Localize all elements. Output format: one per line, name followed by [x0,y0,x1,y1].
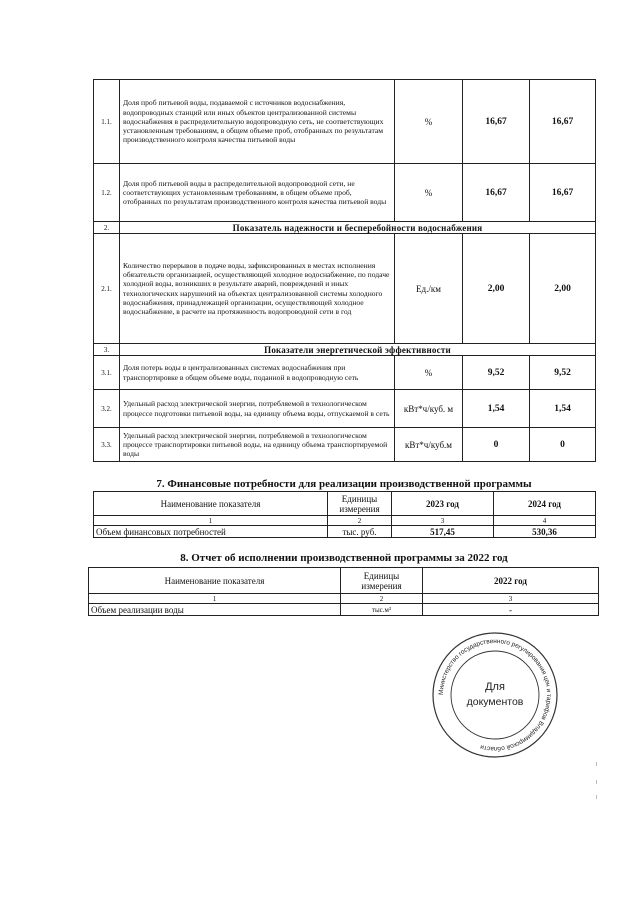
value-2024: 530,36 [494,526,596,538]
row-name: Объем реализации воды [89,604,341,616]
stamp-ring-text: Министерство государственного регулирования цен и тарифов Владимирской области [437,637,553,753]
value-2023: 0 [463,428,530,462]
scan-speck [596,795,597,799]
section-title: Показатели энергетической эффективности [120,344,596,356]
col-name-header: Наименование показателя [89,568,341,594]
value-2023: 517,45 [392,526,494,538]
col-2023-header: 2023 год [392,492,494,516]
indicator-unit: Ед./км [395,234,463,344]
round-stamp [430,630,560,760]
table-row [94,80,596,164]
table-row [94,526,596,538]
value-2024: 9,52 [530,356,596,390]
row-number: 1.1. [94,80,120,164]
indicators-table [93,79,596,462]
value-2023: 16,67 [463,164,530,222]
value-2024: 2,00 [530,234,596,344]
col-index: 1 [94,516,328,526]
table-row [94,428,596,462]
row-number: 3.1. [94,356,120,390]
table-header-row [89,568,599,594]
indicator-unit: % [395,164,463,222]
row-number: 3.2. [94,390,120,428]
row-number: 1.2. [94,164,120,222]
value-2023: 9,52 [463,356,530,390]
indicator-unit: % [395,356,463,390]
section-7-heading: 7. Финансовые потребности для реализации производственной программы [156,478,532,490]
table-index-row [89,594,599,604]
row-number: 3.3. [94,428,120,462]
value-2024: 0 [530,428,596,462]
indicator-description: Доля потерь воды в централизованных системах водоснабжения при транспортировке в общем объеме воды, поданной в водопроводную сеть [120,356,395,390]
value-2023: 16,67 [463,80,530,164]
indicator-description: Удельный расход электрической энергии, потребляемой в технологическом процессе транспортировки питьевой воды, на единицу объема транспортируемой воды [120,428,395,462]
col-index: 2 [328,516,392,526]
value-2023: 2,00 [463,234,530,344]
stamp-center-line-2: документов [466,696,524,708]
indicator-unit: кВт*ч/куб.м [395,428,463,462]
table-row [94,164,596,222]
financial-needs-table [93,491,596,538]
value-2022: - [423,604,599,616]
table-row [89,604,599,616]
row-unit: тыс. руб. [328,526,392,538]
col-2022-header: 2022 год [423,568,599,594]
row-number: 2.1. [94,234,120,344]
value-2024: 16,67 [530,164,596,222]
table-index-row [94,516,596,526]
table-row [94,234,596,344]
col-unit-header: Единицы измерения [328,492,392,516]
col-2024-header: 2024 год [494,492,596,516]
section-row [94,222,596,234]
value-2024: 16,67 [530,80,596,164]
scan-speck [596,780,597,784]
indicator-unit: кВт*ч/куб. м [395,390,463,428]
value-2023: 1,54 [463,390,530,428]
col-index: 4 [494,516,596,526]
stamp-center-line-1: Для [485,681,505,693]
section-number: 2. [94,222,120,234]
section-title: Показатель надежности и бесперебойности водоснабжения [120,222,596,234]
section-8-heading: 8. Отчет об исполнении производственной программы за 2022 год [180,552,508,564]
table-row [94,390,596,428]
row-unit: тыс.м³ [341,604,423,616]
col-index: 2 [341,594,423,604]
indicator-description: Количество перерывов в подаче воды, зафиксированных в местах исполнения обязательств организацией, осуществляющей холодное водоснабжение, по подаче холодной воды, возникших в результате аварий, повреждений и иных технологических нарушений на объектах централизованной системы холодного водоснабжения, принадлежащей организации, осуществляющей холодное водоснабжение, в расчете на протяженность водопроводной сети в год [120,234,395,344]
section-row [94,344,596,356]
indicator-unit: % [395,80,463,164]
col-index: 3 [423,594,599,604]
indicator-description: Доля проб питьевой воды, подаваемой с источников водоснабжения, водопроводных станций или иных объектов централизованной системы водоснабжения в распределительную водопроводную сеть, не соответствующих установленным требованиям, в общем объеме проб, отобранных по результатам производственного контроля качества питьевой воды [120,80,395,164]
col-unit-header: Единицы измерения [341,568,423,594]
table-header-row [94,492,596,516]
execution-report-table [88,567,599,616]
table-row [94,356,596,390]
col-index: 3 [392,516,494,526]
col-index: 1 [89,594,341,604]
section-number: 3. [94,344,120,356]
value-2024: 1,54 [530,390,596,428]
col-name-header: Наименование показателя [94,492,328,516]
row-name: Объем финансовых потребностей [94,526,328,538]
indicator-description: Удельный расход электрической энергии, потребляемой в технологическом процессе подготовки питьевой воды, на единицу объема воды, отпускаемой в сеть [120,390,395,428]
scan-speck [596,762,597,766]
indicator-description: Доля проб питьевой воды в распределительной водопроводной сети, не соответствующих установленным требованиям, в общем объеме проб, отобранных по результатам производственного контроля качества питьевой воды [120,164,395,222]
